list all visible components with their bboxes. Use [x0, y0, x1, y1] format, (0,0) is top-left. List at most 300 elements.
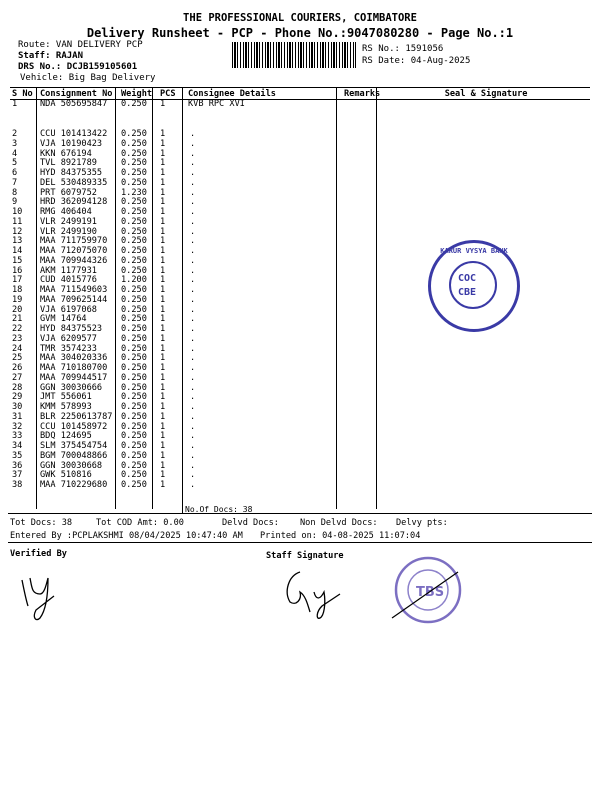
cell-consignee: .: [190, 392, 196, 403]
cell-cons: MAA 711759970: [40, 236, 108, 247]
cell-remarks: [342, 179, 380, 189]
no-of-docs: No.Of Docs: 38: [185, 505, 253, 514]
cell-pcs: 1: [160, 343, 166, 354]
cell-remarks: [342, 393, 380, 403]
verified-signature: [10, 566, 60, 626]
cell-weight: 0.250: [121, 470, 147, 481]
column-divider: [115, 87, 116, 509]
cell-weight: 0.250: [121, 158, 147, 169]
cell-remarks: [342, 384, 380, 394]
cell-seal: [380, 393, 590, 403]
cell-pcs: 1: [160, 314, 166, 325]
cell-pcs: 1: [160, 207, 166, 217]
cell-remarks: [342, 306, 380, 316]
cell-remarks: [342, 100, 380, 131]
cell-pcs: 1: [160, 158, 166, 169]
cell-sno: 11: [12, 216, 23, 227]
cell-sno: 23: [12, 333, 23, 344]
cell-sno: 22: [12, 324, 23, 334]
cell-remarks: [342, 237, 380, 247]
cell-remarks: [342, 354, 380, 364]
cell-consignee: .: [190, 460, 196, 471]
staff-signature-label: Staff Signature: [266, 551, 344, 561]
cell-cons: VJA 6209577: [40, 333, 97, 344]
cell-consignee: .: [190, 411, 196, 422]
table-row: [10, 393, 590, 403]
cell-consignee: .: [190, 343, 196, 354]
cell-seal: [380, 481, 590, 491]
cell-seal: [380, 169, 590, 179]
cell-remarks: [342, 413, 380, 423]
cell-consignee: .: [190, 197, 196, 208]
cell-pcs: 1: [160, 294, 166, 305]
cell-weight: 0.250: [121, 324, 147, 334]
cell-pcs: 1: [160, 460, 166, 471]
cell-sno: 19: [12, 294, 23, 305]
cell-weight: 0.250: [121, 265, 147, 276]
cell-remarks: [342, 257, 380, 267]
cell-pcs: 1: [160, 411, 166, 422]
cell-weight: 0.250: [121, 411, 147, 422]
cell-remarks: [342, 228, 380, 238]
cell-seal: [380, 374, 590, 384]
cell-pcs: 1: [160, 372, 166, 383]
cell-sno: 37: [12, 470, 23, 481]
cell-seal: [380, 442, 590, 452]
cell-consignee: .: [190, 372, 196, 383]
cell-cons: RMG 406404: [40, 207, 92, 217]
cell-weight: 0.250: [121, 246, 147, 256]
cell-sno: 28: [12, 382, 23, 393]
cell-sno: 17: [12, 275, 23, 286]
cell-pcs: 1: [160, 324, 166, 334]
cell-consignee: .: [190, 275, 196, 286]
cell-remarks: [342, 208, 380, 218]
table-row: [10, 179, 590, 189]
cell-pcs: 1: [160, 353, 166, 364]
cell-remarks: [342, 159, 380, 169]
verified-by: Verified By: [10, 549, 67, 559]
cell-pcs: 1: [160, 226, 166, 237]
cell-sno: 31: [12, 411, 23, 422]
cell-pcs: 1: [160, 441, 166, 451]
cell-cons: GVM 14764: [40, 314, 87, 325]
stamp-initials: TBS: [416, 585, 445, 600]
table-row: [10, 208, 590, 218]
cell-consignee: .: [190, 265, 196, 276]
cell-weight: 0.250: [121, 363, 147, 373]
cell-cons: CCU 101413422: [40, 129, 108, 139]
cell-seal: [380, 179, 590, 189]
runsheet-title: Delivery Runsheet - PCP - Phone No.:9047080280 - Page No.:1: [86, 26, 514, 40]
cell-consignee: .: [190, 363, 196, 373]
cell-cons: CCU 101458972: [40, 421, 108, 432]
cell-weight: 0.250: [121, 304, 147, 315]
entered-by: Entered By :PCPLAKSHMI 08/04/2025 10:47:40 AM: [10, 531, 243, 541]
cell-remarks: [342, 481, 380, 491]
cell-weight: 0.250: [121, 148, 147, 159]
column-divider: [336, 87, 337, 509]
cell-seal: [380, 471, 590, 481]
cell-remarks: [342, 364, 380, 374]
cell-cons: DEL 530489335: [40, 177, 108, 188]
cell-remarks: [342, 150, 380, 160]
cell-weight: 0.250: [121, 197, 147, 208]
cell-sno: 14: [12, 246, 23, 256]
drs-number: DRS No.: DCJB159105601: [18, 62, 138, 72]
cell-consignee: .: [190, 431, 196, 442]
cell-pcs: 1: [160, 431, 166, 442]
cell-remarks: [342, 432, 380, 442]
cell-seal: [380, 198, 590, 208]
cell-consignee: .: [190, 314, 196, 325]
cell-consignee: .: [190, 421, 196, 432]
cell-sno: 4: [12, 148, 18, 159]
cell-cons: MAA 710180700: [40, 363, 108, 373]
cell-consignee: .: [190, 333, 196, 344]
cell-weight: 0.250: [121, 236, 147, 247]
cell-remarks: [342, 335, 380, 345]
table-row: [10, 335, 590, 345]
rubber-stamp: [388, 552, 464, 628]
table-row: [10, 218, 590, 228]
stamp-bank-name: KARUR VYSYA BANK: [440, 247, 508, 255]
col-sno: S No: [10, 88, 38, 100]
cell-seal: [380, 462, 590, 472]
cell-pcs: 1: [160, 255, 166, 266]
col-consignment: Consignment No: [38, 88, 119, 100]
cell-consignee: .: [190, 138, 196, 149]
delvd-docs: Delvd Docs:: [222, 518, 279, 528]
cell-weight: 0.250: [121, 138, 147, 149]
cell-consignee: .: [190, 226, 196, 237]
cell-seal: [380, 218, 590, 228]
cell-sno: 26: [12, 363, 23, 373]
cell-sno: 33: [12, 431, 23, 442]
cell-cons: VLR 2499191: [40, 216, 97, 227]
cell-consignee: .: [190, 187, 196, 198]
delvy-pts: Delvy pts:: [396, 518, 448, 528]
cell-remarks: [342, 218, 380, 228]
col-seal: Seal & Signature: [380, 88, 590, 100]
cell-weight: 0.250: [121, 168, 147, 178]
cell-consignee: KVB RPC XVI: [188, 99, 245, 109]
cell-consignee: .: [190, 236, 196, 247]
cell-consignee: .: [190, 177, 196, 188]
cell-remarks: [342, 130, 380, 140]
non-delvd-docs: Non Delvd Docs:: [300, 518, 378, 528]
cell-pcs: 1: [160, 275, 166, 286]
cell-seal: [380, 130, 590, 140]
cell-seal: [380, 452, 590, 462]
cell-pcs: 1: [160, 480, 166, 490]
cell-cons: MAA 709625144: [40, 294, 108, 305]
cell-cons: KMM 578993: [40, 402, 92, 412]
table-row: [10, 462, 590, 472]
cell-weight: 0.250: [121, 353, 147, 364]
cell-remarks: [342, 423, 380, 433]
table-row: [10, 100, 590, 131]
cell-weight: 0.250: [121, 177, 147, 188]
staff-label: Staff: RAJAN: [18, 51, 84, 61]
cell-consignee: .: [190, 480, 196, 490]
cell-cons: VJA 6197068: [40, 304, 97, 315]
cell-cons: GWK 510816: [40, 470, 92, 481]
cell-pcs: 1: [160, 187, 166, 198]
cell-pcs: 1: [160, 148, 166, 159]
cell-weight: 0.250: [121, 382, 147, 393]
cell-consignee: .: [190, 450, 196, 461]
cell-pcs: 1: [160, 265, 166, 276]
cell-consignee: .: [190, 129, 196, 139]
cell-pcs: 1: [160, 402, 166, 412]
cell-pcs: 1: [160, 197, 166, 208]
cell-remarks: [342, 471, 380, 481]
cell-sno: 2: [12, 129, 18, 139]
cell-remarks: [342, 296, 380, 306]
cell-cons: BGM 700048866: [40, 450, 108, 461]
cell-weight: 0.250: [121, 99, 147, 109]
cell-cons: NDA 505695847: [40, 99, 108, 109]
cell-consignee: .: [190, 216, 196, 227]
cell-cons: JMT 556061: [40, 392, 92, 403]
cell-pcs: 1: [160, 236, 166, 247]
cell-cons: MAA 711549603: [40, 285, 108, 295]
col-weight: Weight: [119, 88, 158, 100]
table-row: [10, 198, 590, 208]
cell-sno: 30: [12, 402, 23, 412]
cell-consignee: .: [190, 441, 196, 451]
cell-weight: 0.250: [121, 421, 147, 432]
cell-cons: MAA 709944517: [40, 372, 108, 383]
cell-seal: [380, 189, 590, 199]
cell-seal: [380, 354, 590, 364]
column-divider: [182, 87, 183, 513]
cell-weight: 0.250: [121, 441, 147, 451]
cell-cons: HRD 362094128: [40, 197, 108, 208]
cell-seal: [380, 364, 590, 374]
cell-pcs: 1: [160, 246, 166, 256]
staff-signature: [280, 562, 350, 622]
cell-cons: HYD 84375523: [40, 324, 103, 334]
cell-remarks: [342, 374, 380, 384]
table-row: [10, 140, 590, 150]
cell-sno: 6: [12, 168, 18, 178]
cell-sno: 18: [12, 285, 23, 295]
cell-seal: [380, 159, 590, 169]
vehicle-label: Vehicle: Big Bag Delivery: [20, 73, 156, 83]
cell-remarks: [342, 286, 380, 296]
cell-remarks: [342, 403, 380, 413]
cell-pcs: 1: [160, 129, 166, 139]
cell-weight: 0.250: [121, 216, 147, 227]
stamp-coc: COC: [458, 273, 477, 284]
cell-pcs: 1: [160, 138, 166, 149]
cell-weight: 0.250: [121, 255, 147, 266]
cell-consignee: .: [190, 207, 196, 217]
table-row: [10, 150, 590, 160]
cell-remarks: [342, 315, 380, 325]
cell-cons: AKM 1177931: [40, 265, 97, 276]
stamp-cbe: CBE: [458, 287, 477, 298]
cell-remarks: [342, 267, 380, 277]
cell-cons: TMR 3574233: [40, 343, 97, 354]
cell-cons: HYD 84375355: [40, 168, 103, 178]
divider: [8, 513, 592, 514]
cell-sno: 15: [12, 255, 23, 266]
cell-seal: [380, 140, 590, 150]
cell-weight: 0.250: [121, 343, 147, 354]
cell-sno: 25: [12, 353, 23, 364]
cell-sno: 10: [12, 207, 23, 217]
cell-seal: [380, 345, 590, 355]
cell-remarks: [342, 189, 380, 199]
tot-cod-amt: Tot COD Amt: 0.00: [96, 518, 184, 528]
cell-seal: [380, 423, 590, 433]
cell-weight: 0.250: [121, 460, 147, 471]
cell-weight: 0.250: [121, 294, 147, 305]
cell-weight: 0.250: [121, 402, 147, 412]
cell-pcs: 1: [160, 333, 166, 344]
cell-sno: 35: [12, 450, 23, 461]
cell-sno: 32: [12, 421, 23, 432]
cell-cons: TVL 8921789: [40, 158, 97, 169]
cell-weight: 0.250: [121, 450, 147, 461]
cell-sno: 3: [12, 138, 18, 149]
cell-cons: KKN 676194: [40, 148, 92, 159]
cell-remarks: [342, 462, 380, 472]
cell-pcs: 1: [160, 392, 166, 403]
cell-consignee: .: [190, 255, 196, 266]
cell-weight: 0.250: [121, 431, 147, 442]
cell-sno: 12: [12, 226, 23, 237]
cell-sno: 1: [12, 99, 18, 109]
cell-cons: BLR 2250613787: [40, 411, 113, 422]
printed-on: Printed on: 04-08-2025 11:07:04: [260, 531, 421, 541]
tot-docs: Tot Docs: 38: [10, 518, 73, 528]
cell-weight: 0.250: [121, 285, 147, 295]
cell-cons: MAA 709944326: [40, 255, 108, 266]
column-divider: [376, 87, 377, 509]
cell-pcs: 1: [160, 99, 166, 109]
cell-consignee: .: [190, 304, 196, 315]
cell-remarks: [342, 198, 380, 208]
cell-seal: [380, 100, 590, 131]
cell-remarks: [342, 452, 380, 462]
cell-sno: 7: [12, 177, 18, 188]
barcode: [232, 42, 356, 68]
cell-cons: MAA 710229680: [40, 480, 108, 490]
cell-consignee: .: [190, 148, 196, 159]
cell-weight: 0.250: [121, 314, 147, 325]
cell-seal: [380, 413, 590, 423]
table-row: [10, 384, 590, 394]
cell-seal: [380, 208, 590, 218]
cell-weight: 0.250: [121, 207, 147, 217]
cell-sno: 20: [12, 304, 23, 315]
cell-pcs: 1: [160, 168, 166, 178]
cell-seal: [380, 228, 590, 238]
cell-consignee: .: [190, 470, 196, 481]
rs-date: RS Date: 04-Aug-2025: [362, 56, 471, 66]
company-name: THE PROFESSIONAL COURIERS, COIMBATORE: [183, 12, 417, 24]
cell-seal: [380, 150, 590, 160]
col-pcs: PCS: [158, 88, 186, 100]
cell-consignee: .: [190, 382, 196, 393]
cell-weight: 0.250: [121, 480, 147, 490]
cell-pcs: 1: [160, 304, 166, 315]
cell-weight: 0.250: [121, 129, 147, 139]
rs-number: RS No.: 1591056: [362, 44, 444, 54]
cell-weight: 0.250: [121, 392, 147, 403]
cell-consignee: .: [190, 324, 196, 334]
cell-pcs: 1: [160, 382, 166, 393]
cell-cons: SLM 375454754: [40, 441, 108, 451]
column-divider: [152, 87, 153, 509]
cell-weight: 0.250: [121, 333, 147, 344]
cell-cons: MAA 304020336: [40, 353, 108, 364]
cell-weight: 1.230: [121, 187, 147, 198]
cell-sno: 24: [12, 343, 23, 354]
cell-consignee: .: [190, 294, 196, 305]
cell-remarks: [342, 169, 380, 179]
table-row: [10, 325, 590, 335]
table-row: [10, 481, 590, 491]
cell-weight: 1.200: [121, 275, 147, 286]
cell-cons: PRT 6079752: [40, 187, 97, 198]
cell-cons: MAA 712075070: [40, 246, 108, 256]
cell-sno: 9: [12, 197, 18, 208]
cell-sno: 13: [12, 236, 23, 247]
cell-weight: 0.250: [121, 226, 147, 237]
cell-pcs: 1: [160, 285, 166, 295]
cell-seal: [380, 432, 590, 442]
cell-sno: 21: [12, 314, 23, 325]
cell-cons: VJA 10190423: [40, 138, 103, 149]
cell-cons: GGN 30030666: [40, 382, 103, 393]
cell-remarks: [342, 345, 380, 355]
cell-pcs: 1: [160, 421, 166, 432]
route-label: Route: VAN DELIVERY PCP: [18, 40, 143, 50]
cell-cons: VLR 2499190: [40, 226, 97, 237]
divider: [8, 542, 592, 543]
col-consignee: Consignee Details: [186, 88, 342, 100]
cell-sno: 8: [12, 187, 18, 198]
cell-pcs: 1: [160, 363, 166, 373]
cell-seal: [380, 384, 590, 394]
cell-remarks: [342, 276, 380, 286]
bank-stamp: [428, 240, 520, 332]
cell-pcs: 1: [160, 177, 166, 188]
cell-sno: 29: [12, 392, 23, 403]
cell-cons: BDQ 124695: [40, 431, 92, 442]
cell-sno: 38: [12, 480, 23, 490]
cell-consignee: .: [190, 246, 196, 256]
cell-pcs: 1: [160, 470, 166, 481]
cell-pcs: 1: [160, 450, 166, 461]
cell-seal: [380, 403, 590, 413]
cell-remarks: [342, 140, 380, 150]
cell-seal: [380, 335, 590, 345]
cell-sno: 36: [12, 460, 23, 471]
cell-remarks: [342, 325, 380, 335]
column-divider: [36, 87, 37, 509]
cell-consignee: .: [190, 285, 196, 295]
cell-sno: 34: [12, 441, 23, 451]
cell-sno: 27: [12, 372, 23, 383]
cell-consignee: .: [190, 402, 196, 412]
cell-sno: 5: [12, 158, 18, 169]
